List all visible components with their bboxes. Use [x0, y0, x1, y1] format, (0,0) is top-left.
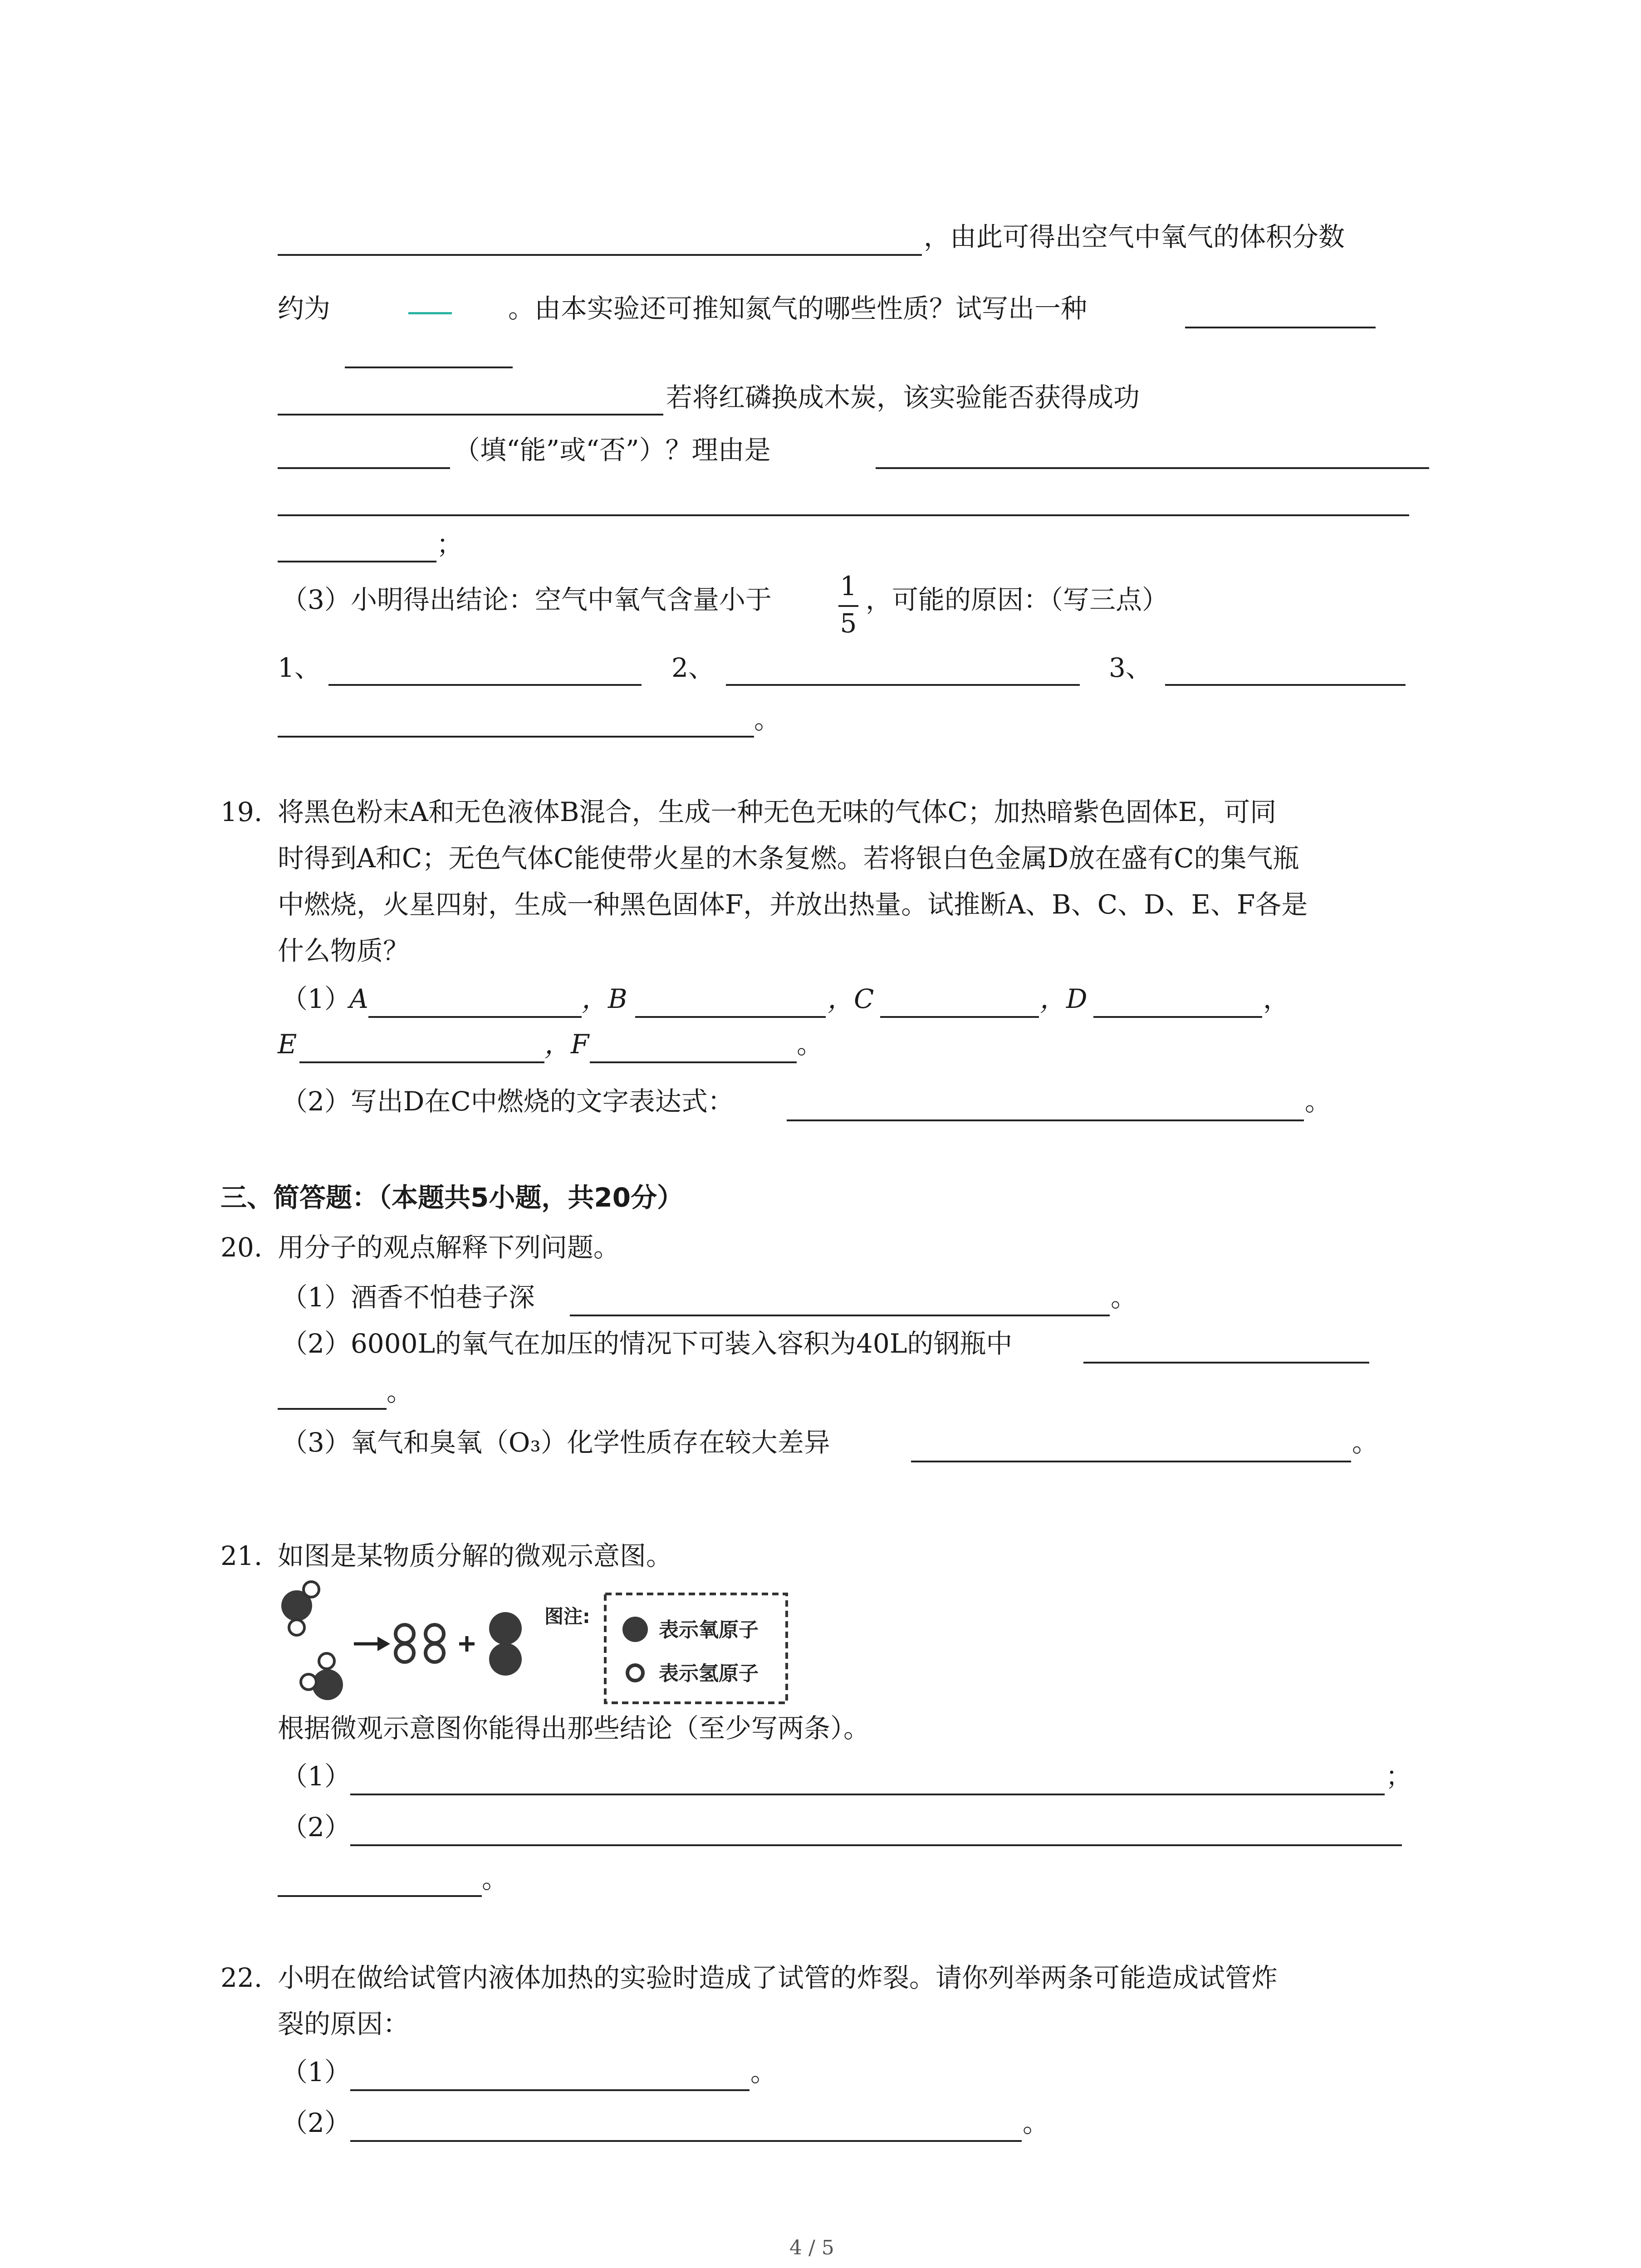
answer-blank[interactable]: [345, 367, 513, 368]
q20-stem: 用分子的观点解释下列问题。: [278, 1232, 620, 1263]
q20-p2-text: （2）6000L的氧气在加压的情况下可装入容积为40L的钢瓶中: [281, 1328, 1013, 1359]
q19-label-F: ，F: [544, 1029, 589, 1060]
q18-line4-text: 若将红磷换成木炭，该实验能否获得成功: [666, 382, 1140, 413]
q22-number: 22.: [220, 1962, 263, 1993]
answer-dash[interactable]: [408, 312, 452, 314]
fraction-bar: [838, 605, 858, 607]
answer-blank[interactable]: [278, 561, 436, 562]
molecule-decomposition-diagram: [278, 1580, 813, 1712]
q21-number: 21.: [220, 1540, 263, 1571]
q19-label-A: A: [349, 983, 368, 1014]
answer-blank-reason-3[interactable]: [1165, 684, 1406, 686]
reactant-molecules: [281, 1582, 343, 1700]
q18-reason-1-label: 1、: [278, 652, 321, 683]
answer-blank[interactable]: [350, 1794, 1385, 1795]
q19-p2-text: （2）写出D在C中燃烧的文字表达式：: [281, 1086, 734, 1117]
q18-part3-text: （3）小明得出结论：空气中氧气含量小于: [281, 584, 772, 615]
hydrogen-atom-icon: [627, 1665, 643, 1681]
legend-box: [605, 1594, 787, 1703]
q22-stem-line2: 裂的原因：: [278, 2009, 410, 2039]
q22-p2-label: （2）: [281, 2107, 351, 2138]
answer-blank[interactable]: [278, 736, 754, 738]
answer-blank[interactable]: [787, 1119, 1304, 1121]
q22-p1-end: 。: [750, 2057, 777, 2087]
answer-blank[interactable]: [350, 2089, 749, 2091]
q21-p1-label: （1）: [281, 1761, 351, 1792]
answer-blank-reason-1[interactable]: [328, 684, 642, 686]
oxygen-molecule: [489, 1612, 522, 1676]
reaction-arrow: [354, 1637, 390, 1651]
q18-line1-text: ，由此可得出空气中氧气的体积分数: [924, 221, 1345, 252]
answer-blank[interactable]: [1185, 327, 1376, 328]
answer-blank[interactable]: [570, 1315, 1110, 1316]
q19-number: 19.: [220, 797, 263, 827]
q21-p2-label: （2）: [281, 1812, 351, 1843]
q21-p2-end: 。: [482, 1863, 509, 1894]
q19-stem-line4: 什么物质？: [278, 935, 410, 966]
q21-prompt: 根据微观示意图你能得出那些结论（至少写两条）。: [278, 1713, 870, 1744]
q18-end-mark: 。: [754, 704, 781, 735]
answer-blank[interactable]: [278, 514, 1409, 516]
q18-part3-tail: ，可能的原因：（写三点）: [866, 584, 1169, 615]
answer-blank[interactable]: [278, 414, 663, 415]
q18-line5-text: （填“能”或“否”）？理由是: [454, 435, 771, 465]
q20-p1-text: （1）酒香不怕巷子深: [281, 1282, 535, 1313]
answer-blank[interactable]: [278, 1895, 482, 1897]
legend-oxygen: 表示氧原子: [659, 1618, 759, 1642]
q19-comma: ，: [1263, 983, 1290, 1014]
fraction-denominator: 5: [840, 608, 857, 639]
answer-blank-reason-2[interactable]: [726, 684, 1080, 686]
fraction-one-fifth: [835, 571, 862, 639]
answer-blank-B[interactable]: [635, 1016, 826, 1018]
q20-p1-end: 。: [1111, 1282, 1137, 1313]
hydrogen-molecules: [396, 1625, 444, 1662]
answer-blank[interactable]: [278, 254, 922, 256]
answer-blank-C[interactable]: [880, 1016, 1039, 1018]
q22-p2-end: 。: [1023, 2107, 1049, 2138]
legend-title: 图注:: [544, 1605, 590, 1628]
section-3-title: 三、简答题：（本题共5小题，共20分）: [220, 1182, 684, 1213]
q20-p3-end: 。: [1352, 1427, 1379, 1458]
q21-p1-end: ；: [1386, 1761, 1412, 1792]
q19-p2-end: 。: [1305, 1086, 1332, 1117]
answer-blank[interactable]: [911, 1461, 1351, 1462]
answer-blank-A[interactable]: [368, 1016, 582, 1018]
q21-stem: 如图是某物质分解的微观示意图。: [278, 1540, 673, 1571]
plus-sign: [459, 1636, 475, 1652]
answer-blank[interactable]: [350, 1844, 1402, 1846]
legend-hydrogen: 表示氢原子: [659, 1662, 759, 1685]
answer-blank-F[interactable]: [590, 1061, 797, 1063]
q20-p2-end: 。: [387, 1376, 413, 1407]
q20-p3-text: （3）氧气和臭氧（O₃）化学性质存在较大差异: [281, 1427, 830, 1458]
answer-blank[interactable]: [876, 467, 1429, 469]
q18-line2-head: 约为: [278, 293, 331, 324]
q19-p1-label: （1）: [281, 983, 351, 1014]
q19-label-B: ，B: [582, 983, 627, 1014]
q20-number: 20.: [220, 1232, 263, 1263]
q18-reason-2-label: 2、: [671, 652, 715, 683]
q19-p1-end: 。: [797, 1029, 823, 1060]
q19-stem-line2: 时得到A和C；无色气体C能使带火星的木条复燃。若将银白色金属D放在盛有C的集气瓶: [278, 843, 1299, 874]
q18-reason-3-label: 3、: [1109, 652, 1152, 683]
answer-blank[interactable]: [350, 2140, 1022, 2142]
fraction-numerator: 1: [840, 571, 857, 601]
q19-label-D: ，D: [1040, 983, 1087, 1014]
answer-blank[interactable]: [278, 467, 450, 469]
q22-stem-line1: 小明在做给试管内液体加热的实验时造成了试管的炸裂。请你列举两条可能造成试管炸: [278, 1962, 1278, 1993]
answer-blank[interactable]: [278, 1408, 387, 1410]
q19-stem-line3: 中燃烧，火星四射，生成一种黑色固体F，并放出热量。试推断A、B、C、D、E、F各是: [278, 889, 1308, 920]
q18-line7-end: ；: [436, 529, 463, 560]
q19-label-C: ，C: [828, 983, 874, 1014]
oxygen-atom-icon: [622, 1617, 648, 1642]
answer-blank-D[interactable]: [1093, 1016, 1262, 1018]
answer-blank-E[interactable]: [299, 1061, 544, 1063]
page-number: 4 / 5: [789, 2236, 834, 2259]
q18-line2-mid: 。由本实验还可推知氮气的哪些性质？试写出一种: [508, 293, 1087, 324]
q22-p1-label: （1）: [281, 2057, 351, 2087]
q19-label-E: E: [278, 1029, 297, 1060]
q19-stem-line1: 将黑色粉末A和无色液体B混合，生成一种无色无味的气体C；加热暗紫色固体E，可同: [278, 797, 1277, 827]
answer-blank[interactable]: [1083, 1362, 1369, 1364]
